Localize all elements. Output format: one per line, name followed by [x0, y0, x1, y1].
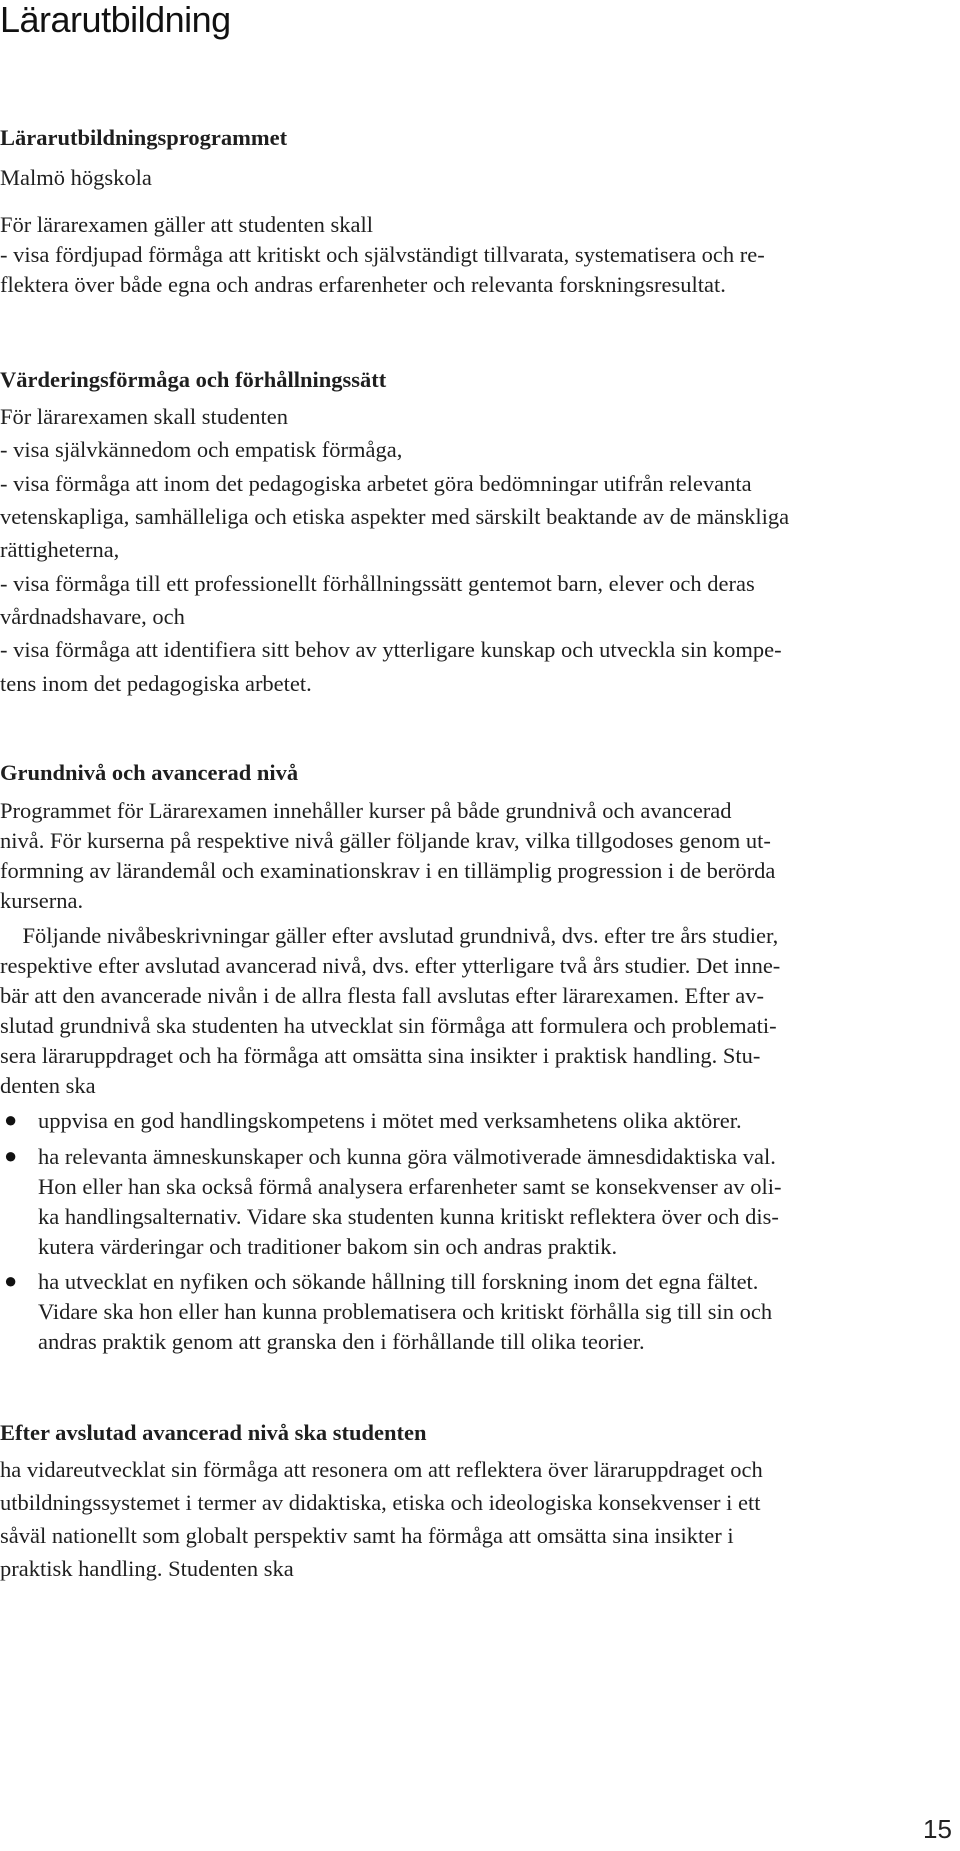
- advanced-line: utbildningssystemet i termer av didaktiska, etiska och ideologiska konsekvenser i ett: [0, 1490, 761, 1515]
- section-heading-advanced: Efter avslutad avancerad nivå ska studenten: [0, 1420, 427, 1445]
- levels-line: slutad grundnivå ska studenten ha utvecklat sin förmåga att formulera och problemati-: [0, 1013, 777, 1038]
- section-heading-levels: Grundnivå och avancerad nivå: [0, 760, 299, 785]
- page-number: 15: [923, 1814, 952, 1844]
- values-line: vårdnadshavare, och: [0, 604, 185, 629]
- levels-line: respektive efter avslutad avancerad nivå, dvs. efter ytterligare två års studier. Det inne-: [0, 953, 781, 978]
- bullet-line: uppvisa en god handlingskompetens i mötet med verksamhetens olika aktörer.: [38, 1108, 742, 1133]
- bullet-icon: ●: [4, 1107, 18, 1132]
- levels-line: Programmet för Lärarexamen innehåller kurser på både grundnivå och avancerad: [0, 798, 732, 823]
- levels-line: Följande nivåbeskrivningar gäller efter avslutad grundnivå, dvs. efter tre års studier,: [0, 923, 779, 948]
- levels-line: denten ska: [0, 1073, 96, 1098]
- values-line: rättigheterna,: [0, 537, 120, 562]
- program-title: Lärarutbildningsprogrammet: [0, 125, 288, 150]
- page-header: [0, 0, 960, 50]
- values-line: - visa förmåga att identifiera sitt behov av ytterligare kunskap och utveckla sin kompe-: [0, 637, 782, 662]
- levels-line: kurserna.: [0, 888, 84, 913]
- advanced-line: ha vidareutvecklat sin förmåga att resonera om att reflektera över läraruppdraget och: [0, 1457, 763, 1482]
- levels-line: sera läraruppdraget och ha förmåga att omsätta sina insikter i praktisk handling. Stu-: [0, 1043, 761, 1068]
- advanced-line: praktisk handling. Studenten ska: [0, 1556, 294, 1581]
- levels-line: formning av lärandemål och examinationskrav i en tillämplig progression i de berörda: [0, 858, 776, 883]
- values-line: tens inom det pedagogiska arbetet.: [0, 671, 312, 696]
- bullet-icon: ●: [4, 1143, 18, 1168]
- bullet-line: kutera värderingar och traditioner bakom sin och andras praktik.: [38, 1234, 618, 1259]
- section-heading-values: Värderingsförmåga och förhållningssätt: [0, 367, 387, 392]
- bullet-line: ha utvecklat en nyfiken och sökande hållning till forskning inom det egna fältet.: [38, 1269, 759, 1294]
- header-title: Lärarutbildning: [0, 0, 231, 40]
- program-intro-line: - visa fördjupad förmåga att kritiskt och självständigt tillvarata, systematisera och re-: [0, 242, 765, 267]
- values-line: För lärarexamen skall studenten: [0, 404, 289, 429]
- levels-line: bär att den avancerade nivån i de allra flesta fall avslutas efter lärarexamen. Efter av-: [0, 983, 764, 1008]
- values-line: - visa självkännedom och empatisk förmåga,: [0, 437, 403, 462]
- program-intro-line: För lärarexamen gäller att studenten skall: [0, 212, 373, 237]
- program-intro-line: flektera över både egna och andras erfarenheter och relevanta forskningsresultat.: [0, 272, 726, 297]
- bullet-line: Hon eller han ska också förmå analysera erfarenheter samt se konsekvenser av oli-: [38, 1174, 782, 1199]
- levels-line: nivå. För kurserna på respektive nivå gäller följande krav, vilka tillgodoses genom ut-: [0, 828, 771, 853]
- advanced-line: såväl nationellt som globalt perspektiv samt ha förmåga att omsätta sina insikter i: [0, 1523, 734, 1548]
- bullet-icon: ●: [4, 1268, 18, 1293]
- bullet-line: Vidare ska hon eller han kunna problematisera och kritiskt förhålla sig till sin och: [38, 1299, 773, 1324]
- bullet-line: andras praktik genom att granska den i förhållande till olika teorier.: [38, 1329, 645, 1354]
- program-school: Malmö högskola: [0, 165, 152, 190]
- values-line: - visa förmåga till ett professionellt förhållningssätt gentemot barn, elever och deras: [0, 571, 755, 596]
- bullet-line: ka handlingsalternativ. Vidare ska studenten kunna kritiskt reflektera över och dis-: [38, 1204, 779, 1229]
- values-line: - visa förmåga att inom det pedagogiska arbetet göra bedömningar utifrån relevanta: [0, 471, 752, 496]
- values-line: vetenskapliga, samhälleliga och etiska aspekter med särskilt beaktande av de mänskliga: [0, 504, 790, 529]
- bullet-line: ha relevanta ämneskunskaper och kunna göra välmotiverade ämnesdidaktiska val.: [38, 1144, 776, 1169]
